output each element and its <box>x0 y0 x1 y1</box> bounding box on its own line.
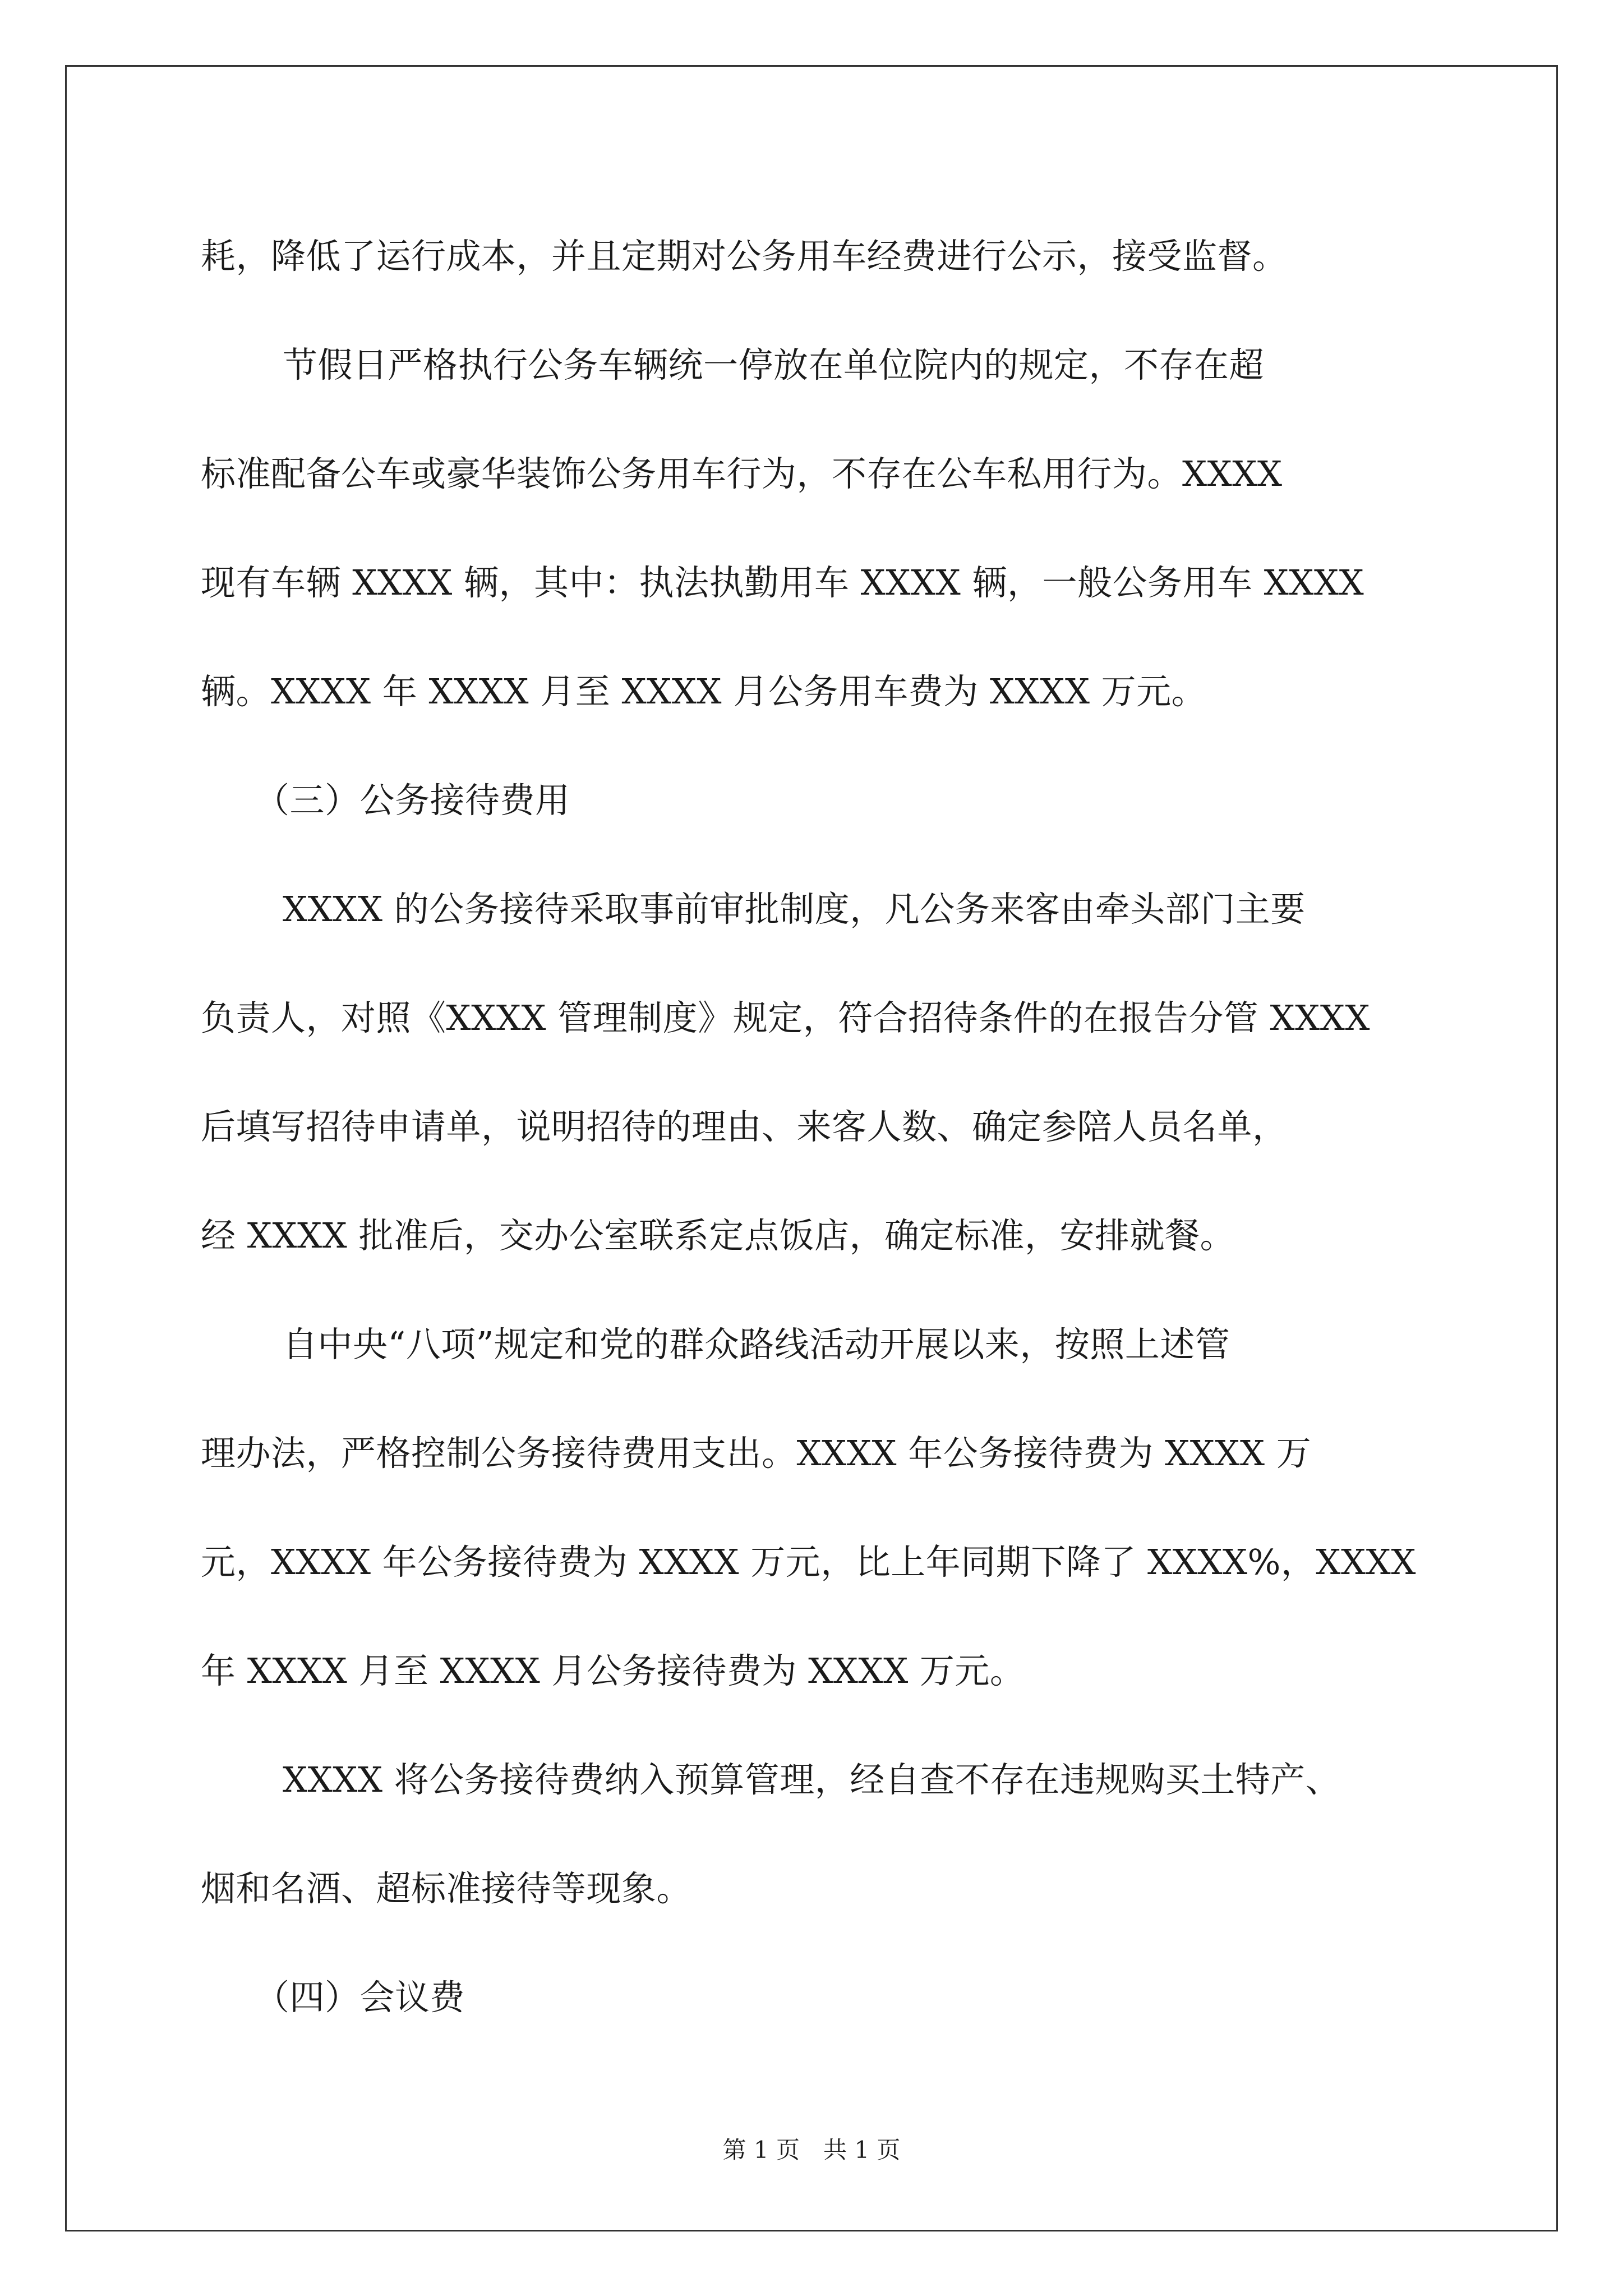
body-line-10: 经 XXXX 批准后，交办公室联系定点饭店，确定标准，安排就餐。 <box>201 1215 1235 1256</box>
paragraph-start-line-2: 节假日严格执行公务车辆统一停放在单位院内的规定，不存在超 <box>283 344 1265 385</box>
body-line-3: 标准配备公车或豪华装饰公务用车行为，不存在公车私用行为。XXXX <box>201 453 1283 494</box>
body-line-16: 烟和名酒、超标准接待等现象。 <box>201 1868 692 1909</box>
body-line-14: 年 XXXX 月至 XXXX 月公务接待费为 XXXX 万元。 <box>201 1650 1025 1691</box>
paragraph-start-line-15: XXXX 将公务接待费纳入预算管理，经自查不存在违规购买土特产、 <box>283 1759 1341 1800</box>
section-heading-3: （三）公务接待费用 <box>255 780 570 821</box>
body-line-9: 后填写招待申请单，说明招待的理由、来客人数、确定参陪人员名单， <box>201 1106 1288 1147</box>
paragraph-start-line-11: 自中央“八项”规定和党的群众路线活动开展以来，按照上述管 <box>283 1324 1230 1365</box>
body-line-4: 现有车辆 XXXX 辆，其中：执法执勤用车 XXXX 辆，一般公务用车 XXXX <box>201 562 1364 603</box>
body-line-1: 耗，降低了运行成本，并且定期对公务用车经费进行公示，接受监督。 <box>201 236 1288 277</box>
section-heading-4: （四）会议费 <box>255 1977 465 2018</box>
document-body <box>201 202 1429 2052</box>
paragraph-start-line-7: XXXX 的公务接待采取事前审批制度，凡公务来客由牵头部门主要 <box>283 889 1306 930</box>
body-line-12: 理办法，严格控制公务接待费用支出。XXXX 年公务接待费为 XXXX 万 <box>201 1433 1312 1474</box>
body-line-8: 负责人，对照《XXXX 管理制度》规定，符合招待条件的在报告分管 XXXX <box>201 997 1371 1038</box>
body-line-5: 辆。XXXX 年 XXXX 月至 XXXX 月公务用车费为 XXXX 万元。 <box>201 671 1207 712</box>
body-line-13: 元，XXXX 年公务接待费为 XXXX 万元，比上年同期下降了 XXXX%，XXXX <box>201 1542 1416 1582</box>
page-number-footer: 第 1 页 共 1 页 <box>722 2136 901 2164</box>
